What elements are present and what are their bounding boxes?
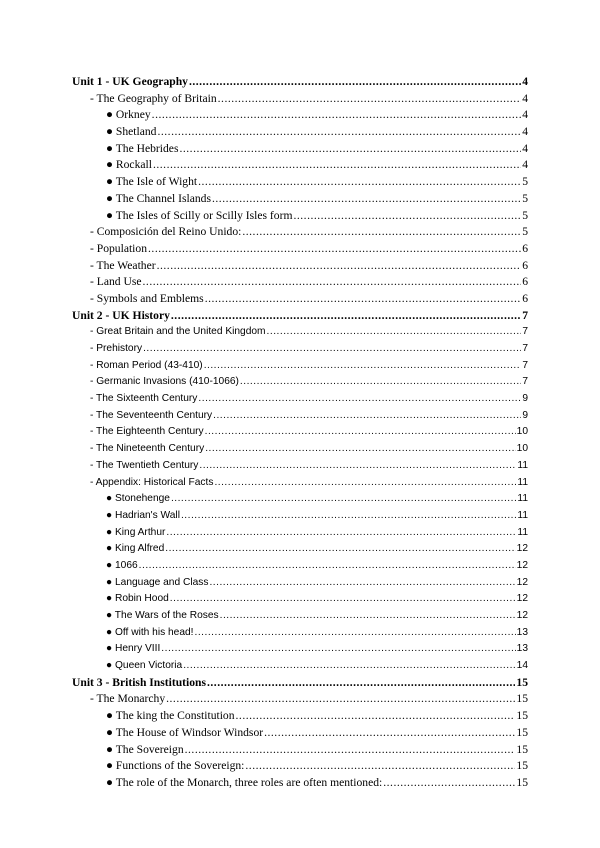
toc-entry-title: ● Functions of the Sovereign: [106, 759, 245, 773]
toc-subsection-entry[interactable] [72, 608, 528, 625]
toc-page-number: 4 [522, 108, 528, 122]
toc-entry-title: ● Robin Hood [106, 593, 169, 605]
toc-subsection-entry[interactable] [72, 174, 528, 191]
dot-leader [213, 408, 521, 425]
toc-page-number: 7 [522, 376, 528, 388]
toc-subsection-entry[interactable] [72, 491, 528, 508]
toc-subsection-entry[interactable] [72, 758, 528, 775]
toc-page-number: 15 [516, 759, 528, 773]
toc-subsection-entry[interactable] [72, 775, 528, 792]
dot-leader [205, 424, 516, 441]
toc-page-number: 9 [522, 393, 528, 405]
dot-leader [218, 91, 522, 108]
toc-entry-title: ● The Hebrides [106, 141, 179, 155]
toc-section-entry[interactable] [72, 458, 528, 475]
dot-leader [179, 141, 521, 158]
dot-leader [165, 541, 515, 558]
toc-subsection-entry[interactable] [72, 107, 528, 124]
toc-section-entry[interactable] [72, 691, 528, 708]
toc-entry-title: - The Weather [90, 258, 156, 272]
toc-subsection-entry[interactable] [72, 658, 528, 675]
toc-section-entry[interactable] [72, 358, 528, 375]
toc-page-number: 12 [516, 593, 528, 605]
dot-leader [181, 508, 516, 525]
dot-leader [157, 124, 521, 141]
toc-subsection-entry[interactable] [72, 124, 528, 141]
toc-entry-title: Unit 1 - UK Geography [72, 75, 188, 88]
toc-page-number: 5 [522, 225, 528, 239]
toc-section-entry[interactable] [72, 475, 528, 492]
toc-page-number: 6 [522, 275, 528, 289]
toc-subsection-entry[interactable] [72, 157, 528, 174]
toc-section-entry[interactable] [72, 224, 528, 241]
toc-entry-title: ● The Isle of Wight [106, 175, 198, 189]
toc-entry-title: - The Geography of Britain [90, 91, 217, 105]
dot-leader [240, 374, 521, 391]
toc-section-entry[interactable] [72, 274, 528, 291]
toc-page-number: 15 [516, 775, 528, 789]
toc-subsection-entry[interactable] [72, 725, 528, 742]
toc-page-number: 11 [517, 526, 528, 538]
dot-leader [204, 358, 522, 375]
toc-entry-title: - The Sixteenth Century [90, 393, 198, 405]
dot-leader [199, 458, 516, 475]
toc-section-entry[interactable] [72, 424, 528, 441]
toc-page-number: 15 [516, 692, 528, 706]
toc-section-entry[interactable] [72, 291, 528, 308]
toc-entry-title: - Appendix: Historical Facts [90, 476, 214, 488]
dot-leader [205, 291, 522, 308]
toc-page-number: 12 [516, 559, 528, 571]
dot-leader [209, 575, 515, 592]
dot-leader [161, 641, 515, 658]
dot-leader [236, 708, 516, 725]
dot-leader [157, 258, 522, 275]
toc-entry-title: - Roman Period (43-410) [90, 359, 203, 371]
dot-leader [171, 308, 521, 325]
toc-subsection-entry[interactable] [72, 191, 528, 208]
toc-entry-title: ● Orkney [106, 108, 151, 122]
toc-entry-title: ● The House of Windsor Windsor [106, 725, 264, 739]
dot-leader [267, 324, 522, 341]
toc-entry-title: - The Twentieth Century [90, 459, 199, 471]
toc-entry-title: ● Language and Class [106, 576, 209, 588]
toc-entry-title: - The Eighteenth Century [90, 426, 204, 438]
dot-leader [152, 107, 522, 124]
toc-page-number: 13 [516, 626, 528, 638]
toc-entry-title: ● The role of the Monarch, three roles are often mentioned: [106, 775, 383, 789]
toc-page-number: 4 [522, 158, 528, 172]
toc-section-entry[interactable] [72, 408, 528, 425]
toc-entry-title: ● Henry VIII [106, 643, 161, 655]
toc-entry-title: - The Monarchy [90, 692, 166, 706]
toc-unit-entry[interactable] [72, 74, 528, 91]
toc-page-number: 7 [522, 326, 528, 338]
dot-leader [383, 775, 515, 792]
toc-page-number: 5 [522, 208, 528, 222]
dot-leader [166, 691, 515, 708]
dot-leader [189, 74, 521, 91]
toc-subsection-entry[interactable] [72, 641, 528, 658]
toc-entry-title: ● Queen Victoria [106, 660, 183, 672]
toc-subsection-entry[interactable] [72, 625, 528, 642]
toc-page-number: 11 [517, 476, 528, 488]
toc-page-number: 15 [516, 725, 528, 739]
toc-subsection-entry[interactable] [72, 558, 528, 575]
toc-page-number: 6 [522, 241, 528, 255]
toc-entry-title: ● The king the Constitution [106, 709, 235, 723]
toc-subsection-entry[interactable] [72, 591, 528, 608]
toc-page-number: 7 [522, 308, 528, 322]
toc-entry-title: - Germanic Invasions (410-1066) [90, 376, 239, 388]
dot-leader [185, 742, 516, 759]
toc-page-number: 7 [522, 343, 528, 354]
toc-page-number: 6 [522, 258, 528, 272]
toc-section-entry[interactable] [72, 241, 528, 258]
toc-page-number: 11 [517, 493, 528, 505]
toc-page-number: 15 [516, 675, 528, 689]
toc-subsection-entry[interactable] [72, 575, 528, 592]
dot-leader [171, 491, 516, 508]
toc-entry-title: ● 1066 [106, 559, 138, 571]
toc-entry-title: ● The Channel Islands [106, 191, 211, 205]
toc-page-number: 7 [522, 359, 528, 371]
dot-leader [205, 441, 515, 458]
toc-section-entry[interactable] [72, 258, 528, 275]
dot-leader [198, 174, 521, 191]
toc-section-entry[interactable] [72, 374, 528, 391]
toc-entry-title: ● The Isles of Scilly or Scilly Isles form [106, 208, 293, 222]
toc-page-number: 5 [522, 191, 528, 205]
toc-page-number: 12 [516, 610, 528, 621]
toc-subsection-entry[interactable] [72, 141, 528, 158]
dot-leader [143, 341, 521, 358]
toc-entry-title: Unit 2 - UK History [72, 308, 170, 322]
toc-page-number: 4 [522, 125, 528, 139]
toc-page-number: 9 [522, 409, 528, 421]
dot-leader [170, 591, 516, 608]
toc-subsection-entry[interactable] [72, 708, 528, 725]
toc-section-entry[interactable] [72, 391, 528, 408]
dot-leader [245, 758, 515, 775]
toc-page-number: 12 [516, 543, 528, 555]
toc-entry-title: - Symbols and Emblems [90, 291, 204, 305]
dot-leader [212, 191, 521, 208]
toc-subsection-entry[interactable] [72, 742, 528, 759]
toc-unit-entry[interactable] [72, 675, 528, 692]
table-of-contents [72, 74, 528, 792]
toc-section-entry[interactable] [72, 324, 528, 341]
toc-page-number: 4 [522, 91, 528, 105]
dot-leader [139, 558, 516, 575]
dot-leader [242, 224, 521, 241]
toc-subsection-entry[interactable] [72, 208, 528, 225]
toc-entry-title: - Prehistory [90, 343, 143, 354]
toc-page-number: 4 [522, 75, 528, 88]
toc-page-number: 15 [516, 742, 528, 756]
dot-leader [214, 475, 516, 492]
toc-entry-title: - The Seventeenth Century [90, 409, 213, 421]
toc-subsection-entry[interactable] [72, 525, 528, 542]
dot-leader [166, 525, 516, 542]
dot-leader [207, 675, 515, 692]
toc-entry-title: - Population [90, 241, 148, 255]
toc-page-number: 11 [517, 509, 528, 521]
toc-entry-title: ● Rockall [106, 158, 152, 172]
toc-entry-title: - Land Use [90, 275, 142, 289]
toc-page-number: 15 [516, 709, 528, 723]
dot-leader [195, 625, 516, 642]
toc-section-entry[interactable] [72, 441, 528, 458]
dot-leader [264, 725, 515, 742]
dot-leader [148, 241, 521, 258]
toc-entry-title: ● The Sovereign [106, 742, 184, 756]
dot-leader [143, 274, 522, 291]
toc-unit-entry[interactable] [72, 308, 528, 325]
toc-subsection-entry[interactable] [72, 508, 528, 525]
toc-entry-title: ● The Wars of the Roses [106, 610, 219, 621]
toc-page-number: 11 [517, 459, 528, 471]
toc-section-entry[interactable] [72, 341, 528, 358]
toc-entry-title: ● Stonehenge [106, 493, 170, 505]
toc-entry-title: - Great Britain and the United Kingdom [90, 326, 266, 338]
toc-page-number: 5 [522, 175, 528, 189]
toc-page-number: 14 [516, 660, 528, 672]
toc-page-number: 13 [516, 643, 528, 655]
toc-entry-title: - The Nineteenth Century [90, 443, 205, 455]
toc-page-number: 10 [516, 443, 528, 455]
toc-section-entry[interactable] [72, 91, 528, 108]
dot-leader [153, 157, 521, 174]
dot-leader [198, 391, 521, 408]
toc-page-number: 12 [516, 576, 528, 588]
toc-entry-title: ● Off with his head! [106, 626, 194, 638]
toc-entry-title: ● King Alfred [106, 543, 165, 555]
toc-page-number: 6 [522, 291, 528, 305]
toc-entry-title: Unit 3 - British Institutions [72, 675, 206, 689]
toc-page-number: 4 [522, 141, 528, 155]
dot-leader [293, 208, 521, 225]
toc-entry-title: - Composición del Reino Unido: [90, 225, 242, 239]
toc-entry-title: ● King Arthur [106, 526, 166, 538]
toc-subsection-entry[interactable] [72, 541, 528, 558]
dot-leader [220, 608, 516, 625]
toc-entry-title: ● Shetland [106, 125, 157, 139]
dot-leader [183, 658, 515, 675]
toc-page-number: 10 [516, 426, 528, 438]
toc-entry-title: ● Hadrian's Wall [106, 509, 180, 521]
